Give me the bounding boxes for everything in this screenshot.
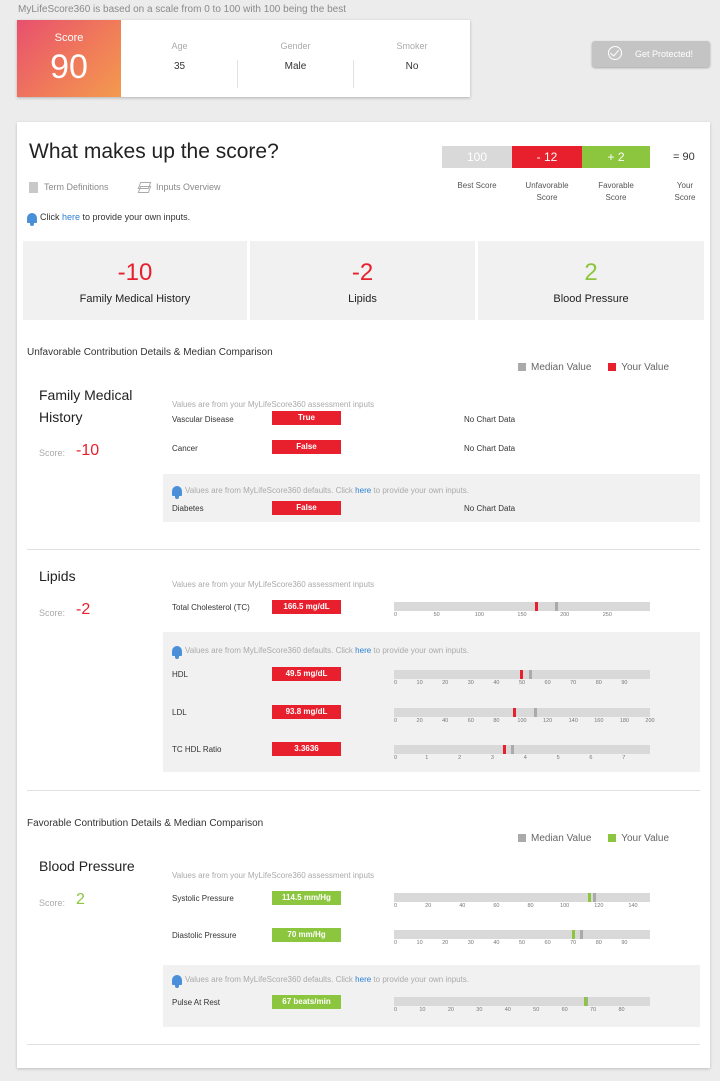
tick-label: 0	[394, 612, 398, 618]
tick-label: 0	[394, 680, 398, 686]
comparison-bar	[394, 893, 650, 913]
tick-label: 20	[447, 1007, 454, 1013]
tick-label: 30	[467, 940, 474, 946]
gender-column	[238, 20, 353, 97]
click-text: Click	[40, 212, 60, 222]
tick-label: 70	[570, 680, 577, 686]
median-swatch	[518, 834, 526, 842]
provide-inputs-link[interactable]: here	[355, 646, 372, 656]
bell-icon	[27, 213, 37, 223]
median-swatch	[518, 363, 526, 371]
score-header-card	[17, 20, 470, 97]
bar-track	[394, 930, 650, 939]
bp-row-value: 114.5 mm/Hg	[272, 891, 341, 905]
summary-value: 2	[584, 259, 598, 286]
divider	[27, 1044, 700, 1045]
smoker-label: Smoker	[396, 41, 428, 51]
fmh-row-value: False	[272, 501, 341, 515]
your-value-swatch	[608, 834, 616, 842]
summary-value: -10	[117, 259, 153, 286]
lipids-score-value: -2	[76, 601, 91, 618]
summary-tile-family-history	[23, 241, 247, 320]
defaults-note: Values are from MyLifeScore360 defaults. Click here to provide your own inputs.	[172, 486, 469, 496]
your-score-value: = 90	[673, 151, 695, 163]
lipids-row-label: TC HDL Ratio	[172, 745, 222, 754]
tick-label: 150	[517, 612, 527, 618]
term-definitions-label: Term Definitions	[44, 182, 109, 192]
tick-labels	[394, 755, 650, 765]
score-scale-note: MyLifeScore360 is based on a scale from 0 to 100 with 100 being the best	[18, 4, 346, 15]
your-value-swatch	[608, 363, 616, 371]
tick-label: 60	[544, 680, 551, 686]
tick-label: 180	[619, 718, 629, 724]
age-column	[121, 20, 238, 97]
tick-label: 90	[621, 680, 628, 686]
your-value-marker	[520, 670, 523, 679]
summary-label: Blood Pressure	[553, 293, 629, 305]
lipids-row-value: 49.5 mg/dL	[272, 667, 341, 681]
favorable-score-label: Favorable Score	[598, 181, 634, 202]
fmh-row-label: Cancer	[172, 444, 198, 453]
defaults-box	[163, 474, 700, 522]
no-chart-data: No Chart Data	[464, 504, 516, 513]
tick-label: 1	[425, 755, 429, 761]
unfavorable-section-heading: Unfavorable Contribution Details & Median Comparison	[27, 347, 273, 358]
summary-tile-blood-pressure	[478, 241, 704, 320]
tick-label: 100	[517, 718, 527, 724]
tick-label: 10	[416, 940, 423, 946]
tick-labels	[394, 680, 650, 690]
tick-label: 40	[493, 940, 500, 946]
lipids-row-label: HDL	[172, 670, 189, 679]
provide-inputs-link[interactable]: here	[62, 212, 81, 222]
tick-label: 40	[504, 1007, 511, 1013]
no-chart-data: No Chart Data	[464, 415, 516, 424]
tick-label: 30	[476, 1007, 483, 1013]
tick-label: 10	[416, 680, 423, 686]
lipids-row-value: 93.8 mg/dL	[272, 705, 341, 719]
legend-you-label: Your Value	[621, 362, 670, 373]
tick-label: 100	[560, 903, 570, 909]
bp-row-label: Systolic Pressure	[172, 894, 234, 903]
bp-row-value: 67 beats/min	[272, 995, 341, 1009]
your-value-marker	[588, 893, 591, 902]
score-value: 90	[50, 48, 88, 86]
tick-label: 3	[490, 755, 494, 761]
gender-label: Gender	[280, 41, 311, 51]
tick-label: 90	[621, 940, 628, 946]
comparison-bar	[394, 708, 655, 728]
your-value-marker	[513, 708, 516, 717]
divider	[27, 549, 700, 550]
tick-label: 2	[458, 755, 462, 761]
lipids-row-label: Total Cholesterol (TC)	[172, 603, 250, 612]
bar-track	[394, 745, 650, 754]
tick-label: 200	[560, 612, 570, 618]
page-title: What makes up the score?	[29, 140, 279, 163]
tick-label: 70	[590, 1007, 597, 1013]
tick-label: 20	[442, 940, 449, 946]
your-value-marker	[584, 997, 587, 1006]
bell-icon	[172, 975, 182, 985]
tick-label: 30	[467, 680, 474, 686]
term-definitions-link[interactable]	[29, 182, 109, 193]
tick-label: 200	[645, 718, 655, 724]
tick-labels	[394, 903, 650, 913]
legend	[518, 362, 669, 373]
tick-label: 120	[543, 718, 553, 724]
score-breakdown-card	[17, 122, 710, 1068]
tick-label: 60	[544, 940, 551, 946]
tick-label: 60	[467, 718, 474, 724]
comparison-bar	[394, 930, 650, 950]
tick-label: 80	[595, 940, 602, 946]
smoker-value: No	[405, 61, 419, 72]
tick-label: 7	[622, 755, 626, 761]
divider	[27, 790, 700, 791]
provide-inputs-link[interactable]: here	[355, 486, 372, 496]
median-marker	[511, 745, 514, 754]
fmh-row-value: False	[272, 440, 341, 454]
bp-score-value: 2	[76, 891, 85, 908]
provide-inputs-link[interactable]: here	[355, 975, 372, 985]
fmh-title: Family Medical History	[39, 387, 133, 425]
gender-value: Male	[284, 61, 307, 72]
fmh-row-value: True	[272, 411, 341, 425]
tick-label: 6	[589, 755, 593, 761]
best-score-box: 100	[442, 146, 512, 168]
tick-label: 80	[527, 903, 534, 909]
legend-median-label: Median Value	[531, 362, 592, 373]
layers-icon	[138, 182, 150, 193]
tick-labels	[394, 940, 650, 950]
tick-label: 60	[561, 1007, 568, 1013]
tick-label: 70	[570, 940, 577, 946]
summary-label: Lipids	[348, 293, 377, 305]
bell-icon	[172, 486, 182, 496]
bar-track	[394, 708, 650, 717]
tick-label: 120	[594, 903, 604, 909]
defaults-note: Values are from MyLifeScore360 defaults. Click here to provide your own inputs.	[172, 646, 469, 656]
bar-track	[394, 670, 650, 679]
bp-row-value: 70 mm/Hg	[272, 928, 341, 942]
tick-label: 50	[518, 940, 526, 946]
tick-label: 160	[594, 718, 604, 724]
summary-value: -2	[351, 259, 374, 286]
inputs-overview-link[interactable]	[138, 182, 221, 193]
best-score-label: Best Score	[457, 181, 497, 190]
assessment-note: Values are from your MyLifeScore360 assessment inputs	[172, 580, 375, 589]
tick-label: 4	[523, 755, 527, 761]
lipids-title: Lipids	[39, 568, 76, 584]
legend-you-label: Your Value	[621, 833, 670, 844]
tick-label: 250	[602, 612, 612, 618]
get-protected-label: Get Protected!	[635, 49, 694, 59]
fmh-score-value: -10	[76, 442, 100, 459]
provide-inputs-text: to provide your own inputs.	[82, 212, 191, 222]
score-label: Score	[54, 32, 84, 44]
defaults-box	[163, 632, 700, 772]
bar-track	[394, 893, 650, 902]
tick-label: 0	[394, 940, 398, 946]
median-marker	[529, 670, 532, 679]
median-marker	[555, 602, 558, 611]
tick-label: 40	[442, 718, 449, 724]
tick-label: 60	[493, 903, 500, 909]
lipids-row-value: 3.3636	[272, 742, 341, 756]
smoker-column	[354, 20, 470, 97]
favorable-section-heading: Favorable Contribution Details & Median Comparison	[27, 818, 264, 829]
assessment-note: Values are from your MyLifeScore360 assessment inputs	[172, 400, 375, 409]
bp-row-label: Diastolic Pressure	[172, 931, 237, 940]
bar-track	[394, 997, 650, 1006]
median-marker	[580, 930, 583, 939]
lipids-row-value: 166.5 mg/dL	[272, 600, 341, 614]
tick-label: 0	[394, 903, 398, 909]
tick-label: 100	[474, 612, 484, 618]
tick-label: 50	[533, 1007, 540, 1013]
tick-label: 80	[618, 1007, 625, 1013]
tick-label: 20	[425, 903, 432, 909]
legend	[518, 833, 669, 844]
tick-label: 10	[419, 1007, 426, 1013]
tick-label: 20	[442, 680, 449, 686]
tick-label: 80	[595, 680, 602, 686]
bp-title: Blood Pressure	[39, 858, 135, 874]
median-marker	[534, 708, 537, 717]
defaults-note: Values are from MyLifeScore360 defaults. Click here to provide your own inputs.	[172, 975, 469, 985]
comparison-bar	[394, 997, 650, 1017]
your-score-label: Your Score	[674, 181, 696, 202]
tick-label: 50	[433, 612, 440, 618]
unfavorable-score-box: - 12	[512, 146, 582, 168]
tick-label: 0	[394, 1007, 398, 1013]
bell-icon	[172, 646, 182, 656]
age-label: Age	[171, 41, 188, 51]
overall-score-badge	[17, 20, 121, 97]
fmh-score-label: Score:	[39, 448, 66, 458]
tick-label: 50	[518, 680, 526, 686]
summary-label: Family Medical History	[79, 293, 191, 305]
your-value-marker	[572, 930, 575, 939]
tick-label: 140	[568, 718, 578, 724]
bar-track	[394, 602, 650, 611]
tick-label: 80	[493, 718, 500, 724]
tick-labels	[394, 1007, 650, 1017]
document-icon	[29, 182, 38, 193]
median-marker	[593, 893, 596, 902]
check-circle-icon	[608, 46, 622, 60]
age-value: 35	[173, 61, 186, 72]
lipids-score-label: Score:	[39, 608, 66, 618]
comparison-bar	[394, 602, 650, 622]
bp-row-label: Pulse At Rest	[172, 998, 221, 1007]
bp-score-label: Score:	[39, 898, 66, 908]
comparison-bar	[394, 745, 650, 765]
tick-label: 5	[556, 755, 560, 761]
defaults-box	[163, 965, 700, 1027]
get-protected-button[interactable]	[592, 41, 710, 67]
inputs-overview-label: Inputs Overview	[156, 182, 221, 192]
comparison-bar	[394, 670, 650, 690]
tick-label: 0	[394, 718, 398, 724]
provide-inputs-note	[27, 212, 190, 223]
fmh-row-label: Vascular Disease	[172, 415, 234, 424]
legend-median-label: Median Value	[531, 833, 592, 844]
tick-labels	[394, 718, 655, 728]
favorable-score-box: + 2	[582, 146, 650, 168]
fmh-row-label: Diabetes	[172, 504, 204, 513]
your-value-marker	[535, 602, 538, 611]
assessment-note: Values are from your MyLifeScore360 assessment inputs	[172, 871, 375, 880]
no-chart-data: No Chart Data	[464, 444, 516, 453]
lipids-row-label: LDL	[172, 708, 187, 717]
tick-labels	[394, 612, 650, 622]
unfavorable-score-label: Unfavorable Score	[525, 181, 569, 202]
tick-label: 20	[416, 718, 423, 724]
summary-tile-lipids	[250, 241, 475, 320]
tick-label: 0	[394, 755, 398, 761]
tick-label: 40	[459, 903, 466, 909]
your-value-marker	[503, 745, 506, 754]
tick-label: 40	[493, 680, 500, 686]
tick-label: 140	[628, 903, 638, 909]
